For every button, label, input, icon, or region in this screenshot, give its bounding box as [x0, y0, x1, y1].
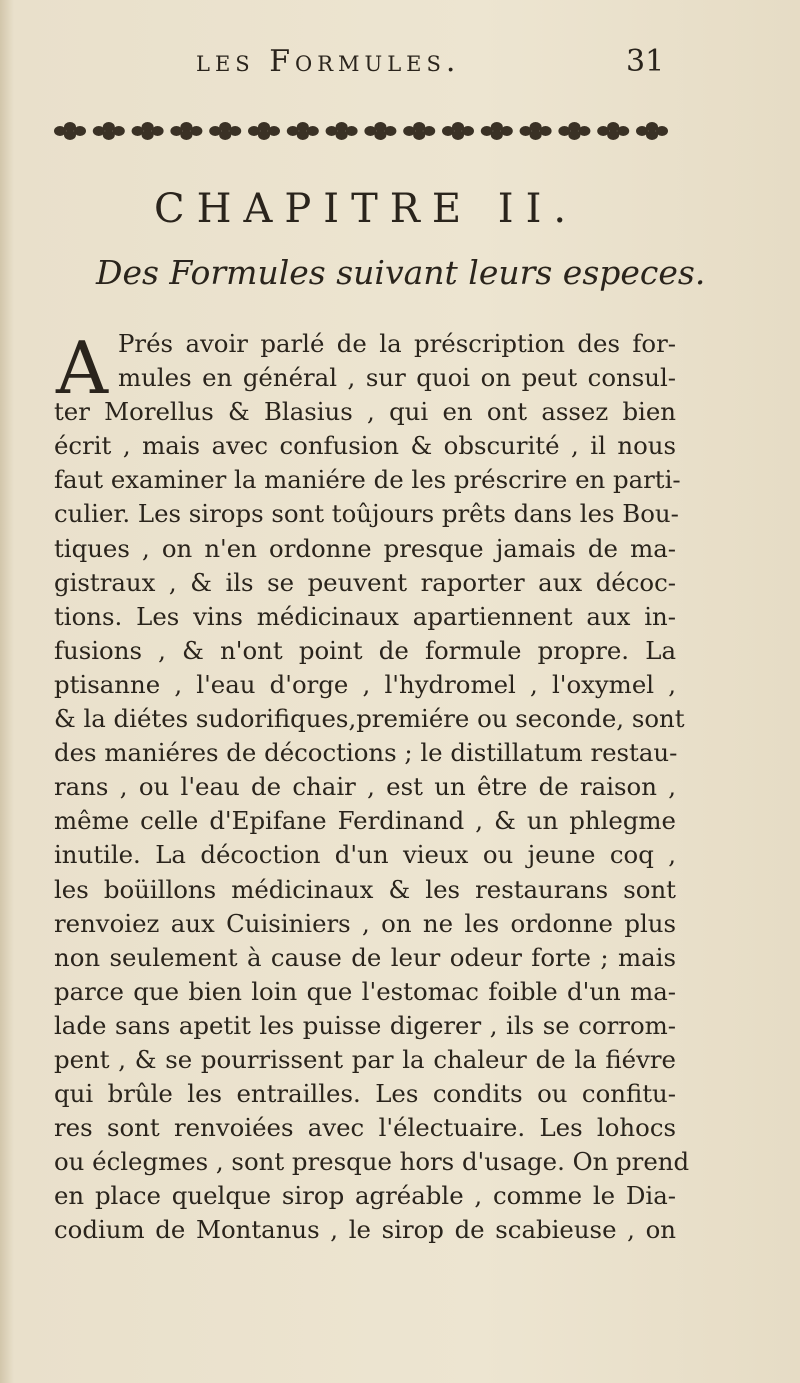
decorative-ornament-band: [50, 118, 672, 144]
text-line: gistraux , & ils se peuvent raporter aux décoc-: [54, 567, 676, 597]
text-line: res sont renvoiées avec l'électuaire. Les lohocs: [54, 1113, 676, 1143]
text-line: tions. Les vins médicinaux apartiennent aux in-: [54, 601, 676, 631]
text-line: culier. Les sirops sont toûjours prêts dans les Bou-: [54, 499, 679, 529]
text-line: des maniéres de décoctions ; le distillatum restau-: [54, 738, 678, 768]
text-line: ptisanne , l'eau d'orge , l'hydromel , l'oxymel ,: [54, 669, 676, 699]
ornament-cluster: [558, 122, 590, 140]
ornament-cluster: [132, 122, 164, 140]
ornament-cluster: [287, 122, 319, 140]
text-line: pent , & se pourrissent par la chaleur de la fiévre: [54, 1044, 676, 1074]
ornament-cluster: [54, 122, 86, 140]
text-line: fusions , & n'ont point de formule propre. La: [54, 635, 676, 665]
ornament-cluster: [403, 122, 435, 140]
text-line: codium de Montanus , le sirop de scabieuse , on: [54, 1215, 676, 1245]
text-line: inutile. La décoction d'un vieux ou jeune coq ,: [54, 840, 676, 870]
text-line: qui brûle les entrailles. Les condits ou confitu-: [54, 1079, 676, 1109]
text-line: ter Morellus & Blasius , qui en ont assez bien: [54, 397, 676, 427]
ornament-cluster: [170, 122, 202, 140]
ornament-cluster: [636, 122, 668, 140]
text-line: renvoiez aux Cuisiniers , on ne les ordonne plus: [54, 908, 676, 938]
ornament-cluster: [248, 122, 280, 140]
ornament-cluster: [364, 122, 396, 140]
chapter-subtitle: Des Formules suivant leurs especes.: [96, 253, 706, 292]
text-line: ou éclegmes , sont presque hors d'usage. On prend: [54, 1147, 690, 1177]
ornament-cluster: [209, 122, 241, 140]
text-line: Prés avoir parlé de la préscription des for-: [118, 329, 676, 358]
body-text: [54, 327, 690, 1248]
text-line: même celle d'Epifane Ferdinand , & un phlegme: [54, 806, 676, 836]
text-line: faut examiner la maniére de les préscrire en parti-: [54, 465, 681, 495]
text-line: mules en général , sur quoi on peut consul-: [118, 363, 676, 393]
text-line: les boüillons médicinaux & les restaurans sont: [54, 874, 676, 904]
running-title: les Formules.: [196, 44, 461, 79]
ornament-cluster: [520, 122, 552, 140]
ornament-cluster: [93, 122, 125, 140]
text-line: lade sans apetit les puisse digerer , ils se corrom-: [54, 1010, 676, 1040]
page-number: 31: [626, 44, 665, 79]
text-line: en place quelque sirop agréable , comme le Dia-: [54, 1181, 676, 1211]
text-line: écrit , mais avec confusion & obscurité , il nous: [54, 431, 676, 461]
ornament-cluster: [442, 122, 474, 140]
text-line: & la diétes sudorifiques,premiére ou seconde, sont: [54, 704, 685, 734]
text-line: tiques , on n'en ordonne presque jamais de ma-: [54, 533, 676, 563]
text-line: parce que bien loin que l'estomac foible d'un ma-: [54, 976, 676, 1006]
ornament-cluster: [481, 122, 513, 140]
text-line: rans , ou l'eau de chair , est un être de raison ,: [54, 772, 676, 802]
ornament-cluster: [326, 122, 358, 140]
ornament-cluster: [597, 122, 629, 140]
text-line: non seulement à cause de leur odeur forte ; mais: [54, 942, 676, 972]
chapter-title: CHAPITRE II.: [154, 186, 579, 232]
drop-cap: A: [56, 326, 108, 410]
page-header: [0, 44, 800, 84]
